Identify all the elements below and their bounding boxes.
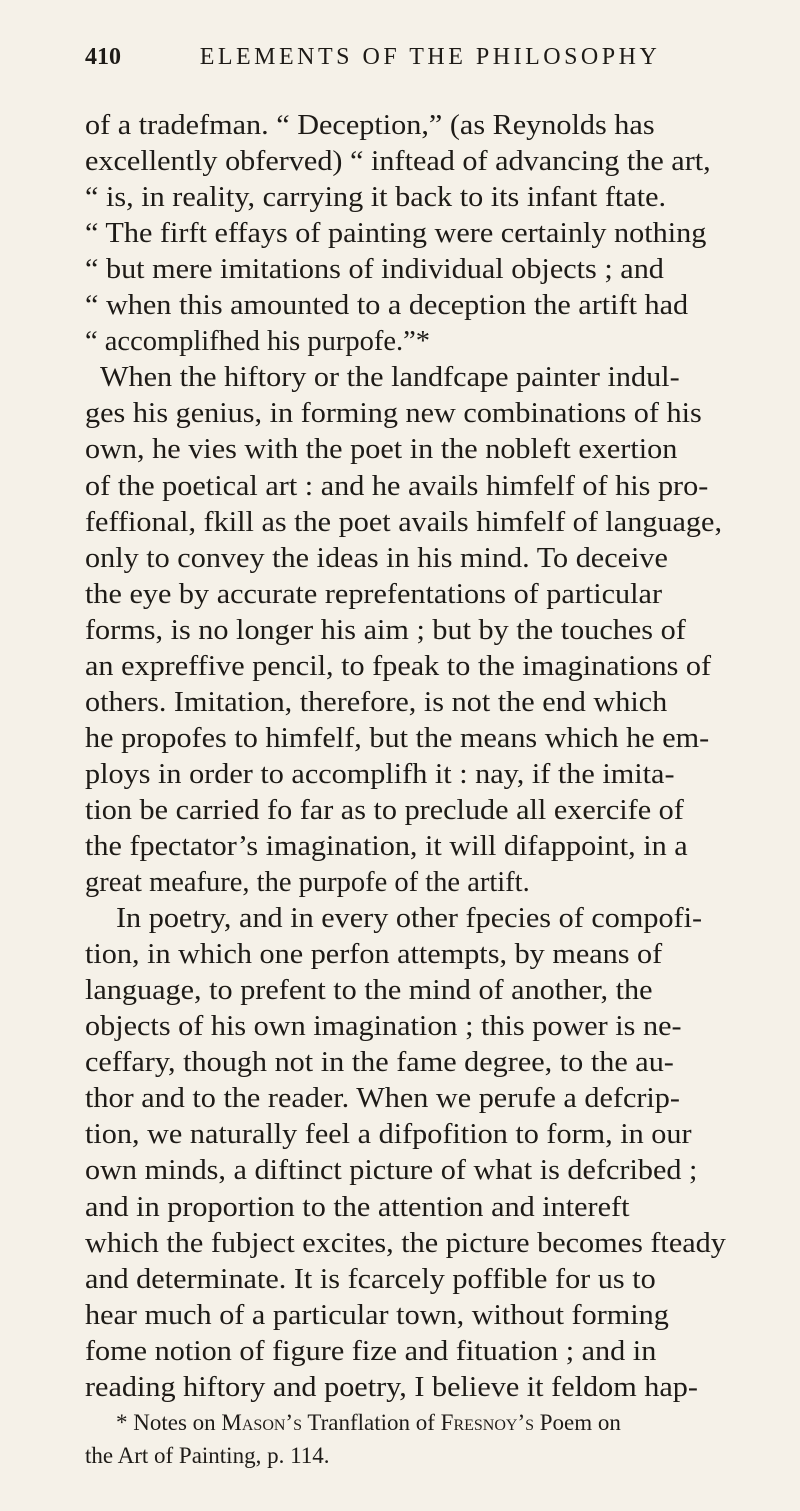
body-line: excellently obferved) “ inftead of advancing the art, [85, 146, 711, 178]
body-line: great meafure, the purpofe of the artift. [85, 867, 530, 899]
body-line: When the hiftory or the landfcape painter indul- [100, 362, 680, 394]
body-line: ceffary, though not in the fame degree, to the au- [85, 1047, 674, 1079]
body-line: forms, is no longer his aim ; but by the touches of [85, 614, 686, 646]
body-line: the fpectator’s imagination, it will difappoint, in a [85, 831, 688, 862]
body-line: only to convey the ideas in his mind. To deceive [85, 542, 668, 574]
footnote-text-3: Poem on [539, 1410, 621, 1435]
footnote-line-2: the Art of Painting, p. 114. [85, 1443, 330, 1468]
body-line: In poetry, and in every other fpecies of compofi- [116, 903, 703, 935]
footnote-marker: * [116, 1410, 128, 1435]
running-title: ELEMENTS OF THE PHILOSOPHY [199, 44, 661, 70]
body-line: and determinate. It is fcarcely poffible for us to [85, 1263, 656, 1295]
body-line: which the fubject excites, the picture becomes fteady [85, 1227, 726, 1259]
body-line: “ when this amounted to a deception the artift had [85, 290, 689, 322]
body-line: tion be carried fo far as to preclude all exercife of [85, 794, 684, 826]
footnote-text-2: Tranflation of [307, 1410, 435, 1435]
body-line: he propofes to himfelf, but the means which he em- [85, 722, 710, 754]
body-line: language, to prefent to the mind of another, the [85, 975, 653, 1007]
body-line: the eye by accurate reprefentations of particular [85, 578, 663, 610]
footnote-line-1 [116, 1407, 621, 1439]
body-line: tion, in which one perfon attempts, by means of [85, 939, 663, 971]
body-line: own minds, a diftinct picture of what is defcribed ; [85, 1155, 698, 1187]
body-line: “ The firft effays of painting were certainly nothing [85, 218, 707, 250]
page-number: 410 [85, 44, 121, 70]
body-line: objects of his own imagination ; this power is ne- [85, 1011, 682, 1043]
body-line: and in proportion to the attention and intereft [85, 1191, 630, 1223]
footnote-author: Mason’s [221, 1410, 302, 1435]
body-line: “ is, in reality, carrying it back to its infant ftate. [85, 182, 667, 214]
body-line: of the poetical art : and he avails himfelf of his pro- [85, 470, 709, 502]
body-line: others. Imitation, therefore, is not the end which [85, 686, 668, 718]
footnote-poet: Fresnoy’s [440, 1410, 535, 1435]
body-line: ploys in order to accomplifh it : nay, if the imita- [85, 758, 675, 790]
footnote-text-1: Notes on [133, 1410, 216, 1435]
body-line: fome notion of figure fize and fituation ; and in [85, 1335, 657, 1367]
body-line: reading hiftory and poetry, I believe it feldom hap- [85, 1371, 698, 1403]
body-line: feffional, fkill as the poet avails himfelf of language, [85, 506, 722, 538]
running-header [85, 44, 725, 84]
body-line: an expreffive pencil, to fpeak to the imaginations of [85, 650, 712, 682]
body-line: ges his genius, in forming new combinations of his [85, 398, 702, 430]
body-line: “ accomplifhed his purpofe.”* [85, 326, 431, 358]
body-line: hear much of a particular town, without forming [85, 1299, 669, 1331]
body-line: own, he vies with the poet in the nobleft exertion [85, 434, 678, 466]
body-line: of a tradefman. “ Deception,” (as Reynolds has [85, 110, 655, 141]
body-line: “ but mere imitations of individual objects ; and [85, 254, 664, 286]
body-line: thor and to the reader. When we perufe a defcrip- [85, 1083, 680, 1115]
body-line: tion, we naturally feel a difpofition to form, in our [85, 1119, 692, 1151]
